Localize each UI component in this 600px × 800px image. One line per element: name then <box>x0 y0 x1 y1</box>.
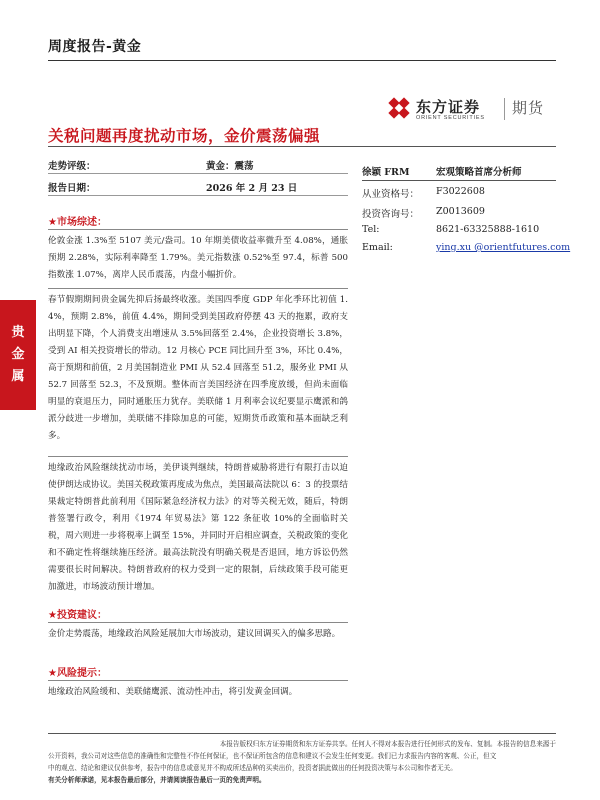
section-divider <box>48 229 348 230</box>
report-type-title: 周度报告-黄金 <box>48 39 142 55</box>
side-tab-char: 属 <box>11 369 25 384</box>
disclaimer-line: 公开资料，我公司对这些信息的准确性和完整性不作任何保证，也不保证所包含的信息和建议不会发生任何变更。我们已力求报告内容的客观、公正，但文 <box>48 752 497 760</box>
analyst-tel-value: 8621-63325888-1610 <box>436 224 540 235</box>
section-divider <box>48 622 348 623</box>
market-paragraph-3: 地缘政治风险继续扰动市场，美伊谈判继续，特朗普威胁将进行有限打击以迫使伊朗达成协议。美国关税政策再度成为焦点，美国最高法院以 6：3 的投票结果裁定特朗普此前利用《国际紧急经济权力法》的对等关税无效，随后，特朗普签署行政令，利用《1974 年贸易法》第 122 条征收 10%的全面临时关税，周六则进一步将税率上调至 15%，并同时开启相应调查，关税政策的变化和不确定性将继续施压经济。最高法院没有明确关税是否退回，地方诉讼仍然需要很长时间解决。特朗普政府的权力受到一定的限制，后续政策手段可能更加激进，市场波动预计增加。 <box>48 463 348 592</box>
analyst-cert-value: F3022608 <box>436 186 485 197</box>
document-title: 关税问题再度扰动市场，金价震荡偏强 <box>48 127 321 145</box>
side-tab-char: 贵 <box>11 325 25 340</box>
analyst-cert-label: 从业资格号： <box>362 189 420 200</box>
analyst-consult-value: Z0013609 <box>436 206 485 217</box>
disclaimer-line: 有关分析师承诺，见本报告最后部分，并请阅读报告最后一页的免责声明。 <box>48 776 266 784</box>
logo-divider <box>504 98 505 120</box>
investment-advice-heading: ★投资建议： <box>48 610 107 621</box>
logo-futures: 期货 <box>512 99 545 117</box>
footer-divider <box>48 733 556 734</box>
market-paragraph-2: 春节假期期间贵金属先抑后扬最终收涨。美国四季度 GDP 年化季环比初值 1.4%，预期 2.8%，前值 4.4%，期间受到美国政府停摆 43 天的拖累，政府支出明显下降，个人消费支出增速从 3.5%回落至 2.4%，企业投资增长 3.8%，受到 AI 相关投资增长的带动。12 月核心 PCE 同比回升至 3%，环比 0.4%，高于预期和前值，2 月美国制造业 PMI 从 52.4 回落至 51.2，服务业 PMI 从 52.7 回落至 52.3，不及预期。整体而言美国经济在四季度放缓，但尚未面临明显的衰退压力，同时通胀压力犹存。美联储 1 月利率会议纪要显示鹰派和鸽派分歧进一步增加，美联储不排除加息的可能，短期货币政策和基本面缺乏利多。 <box>48 295 349 441</box>
date-label: 报告日期： <box>48 183 96 194</box>
trend-value: 黄金：震荡 <box>206 161 254 172</box>
disclaimer-line: 本报告版权归东方证券期货和东方证券共享。任何人不得对本报告进行任何形式的发布、复制。本报告的信息来源于 <box>219 740 556 748</box>
date-value: 2026 年 2 月 23 日 <box>206 183 298 194</box>
logo-name-en: ORIENT SECURITIES <box>416 115 485 121</box>
header-divider <box>48 60 556 61</box>
analyst-consult-label: 投资咨询号： <box>362 209 420 220</box>
company-logo <box>388 95 558 125</box>
analyst-tel-label: Tel: <box>362 224 380 235</box>
title-divider <box>48 146 556 147</box>
analyst-name: 徐颖 FRM <box>362 167 410 178</box>
meta-divider <box>48 195 348 196</box>
analyst-divider <box>362 180 556 181</box>
risk-warning-text: 地缘政治风险缓和、美联储鹰派、流动性冲击，将引发黄金回调。 <box>48 687 298 697</box>
analyst-role: 宏观策略首席分析师 <box>436 167 522 178</box>
analyst-email-label: Email: <box>362 242 393 253</box>
market-paragraph-1: 伦敦金涨 1.3%至 5107 美元/盎司。10 年期美债收益率微升至 4.08%，通胀预期 2.28%，实际利率降至 1.79%。美元指数涨 0.52%至 97.4，标普 500 指数涨 1.07%，离岸人民币震荡，内盘小幅折价。 <box>48 236 348 280</box>
trend-label: 走势评级： <box>48 161 96 172</box>
section-divider <box>48 456 348 457</box>
orient-logo-icon <box>388 97 410 119</box>
section-divider <box>48 680 348 681</box>
meta-divider <box>48 173 348 174</box>
category-side-tab <box>0 300 36 410</box>
side-tab-char: 金 <box>11 347 25 362</box>
disclaimer <box>48 738 556 786</box>
investment-advice-text: 金价走势震荡，地缘政治风险延展加大市场波动，建议回调买入的偏多思路。 <box>48 629 341 639</box>
analyst-email-link[interactable]: ying.xu @orientfutures.com <box>436 242 571 253</box>
section-divider <box>48 288 348 289</box>
risk-warning-heading: ★风险提示： <box>48 668 107 679</box>
logo-name-cn: 东方证券 <box>416 98 481 116</box>
disclaimer-line: 中的观点、结论和建议仅供参考，报告中的信息或意见并不构成所述品种的买卖出价，投资者据此做出的任何投资决策与本公司和作者无关。 <box>48 764 457 772</box>
market-summary-heading: ★市场综述： <box>48 217 107 228</box>
